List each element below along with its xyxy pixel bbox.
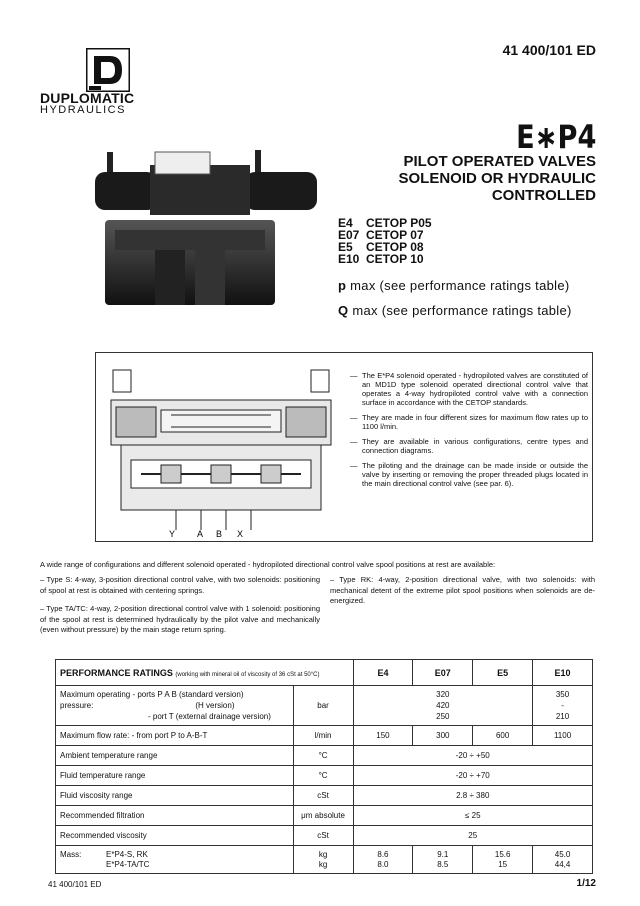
size-row: E5 CETOP 08 [338, 240, 424, 254]
footer-doc-code: 41 400/101 ED [48, 880, 102, 889]
series-title: E∗P4 [515, 118, 596, 156]
table-row: Fluid temperature range °C -20 ÷ +70 [56, 766, 593, 786]
subtitle-line: PILOT OPERATED VALVES [403, 153, 596, 170]
feature-item: — The E*P4 solenoid operated - hydropiloted valves are constituted of an MD1D type solenoid operated directional control valve that operates a 4-way hydropiloted control valve with a connection surface in accordance with the CETOP standards. [350, 371, 588, 407]
column-header: E4 [353, 660, 413, 686]
subtitle-line: SOLENOID OR HYDRAULIC [398, 170, 596, 187]
q-max-line: Q max (see performance ratings table) [338, 303, 572, 318]
feature-item: — They are available in various configurations, centre types and connection diagrams. [350, 437, 588, 455]
port-label: B [216, 529, 223, 539]
type-rk-text: – Type RK: 4-way, 2-position directional valve, with two solenoids: with mechanical detent of the extreme pilot spool positions when solenoids are de-energized. [330, 575, 595, 605]
table-row: Maximum flow rate: - from port P to A-B-T l/min 150 300 600 1100 [56, 726, 593, 746]
size-row: E07 CETOP 07 [338, 228, 424, 242]
duplomatic-logo-icon [86, 48, 130, 92]
table-row: Recommended filtration μm absolute ≤ 25 [56, 806, 593, 826]
table-row: Maximum operating - ports P A B (standard version) pressure: (H version) - port T (external drainage version) bar 320 420 250 350 - 210 [56, 686, 593, 726]
table-title: PERFORMANCE RATINGS (working with mineral oil of viscosity of 36 cSt at 50°C) [56, 660, 354, 686]
type-tatc-text: – Type TA/TC: 4-way, 2-position directional control valve with 1 solenoid: positioning of the spool at rest is determined hydraulically by the pilot valve and mechanically (even without pressure) by the main stage return spring. [40, 604, 320, 634]
table-row: Ambient temperature range °C -20 ÷ +50 [56, 746, 593, 766]
size-row: E10 CETOP 10 [338, 252, 424, 266]
page-number: 1/12 [576, 878, 596, 889]
type-s-text: – Type S: 4-way, 3-position directional control valve, with two solenoids: positioning of spool at rest is obtained with centering springs. [40, 575, 320, 595]
valve-photo [95, 150, 325, 310]
port-label: A [197, 529, 204, 539]
subtitle-line: CONTROLLED [491, 187, 596, 204]
valve-cross-section [101, 365, 341, 540]
config-intro: A wide range of configurations and different solenoid operated - hydropiloted directional control valve spool positions at rest are available: [40, 560, 496, 569]
column-header: E5 [473, 660, 533, 686]
column-header: E10 [533, 660, 593, 686]
table-row: Fluid viscosity range cSt 2.8 ÷ 380 [56, 786, 593, 806]
feature-list [350, 371, 588, 494]
port-label: Y [169, 529, 176, 539]
feature-item: — They are made in four different sizes for maximum flow rates up to 1100 l/min. [350, 413, 588, 431]
port-label: X [237, 529, 244, 539]
performance-table [55, 659, 593, 874]
row-label: Maximum operating - ports P A B (standard version) pressure: (H version) - port T (external drainage version) [56, 686, 294, 726]
table-row: Recommended viscosity cSt 25 [56, 826, 593, 846]
table-row: Mass: E*P4-S, RK E*P4-TA/TC kg kg 8.6 8.0 9.1 8.5 15.6 15 45.0 44,4 [56, 846, 593, 874]
feature-item: — The piloting and the drainage can be made inside or outside the valve by inserting or removing the proper threaded plugs located in the main directional control valve (see par. 6). [350, 461, 588, 488]
document-code: 41 400/101 ED [502, 42, 596, 58]
column-header: E07 [413, 660, 473, 686]
brand-name: DUPLOMATIC [40, 90, 135, 106]
brand-subtitle: HYDRAULICS [40, 104, 126, 116]
p-max-line: p max (see performance ratings table) [338, 278, 570, 293]
size-row: E4 CETOP P05 [338, 216, 432, 230]
